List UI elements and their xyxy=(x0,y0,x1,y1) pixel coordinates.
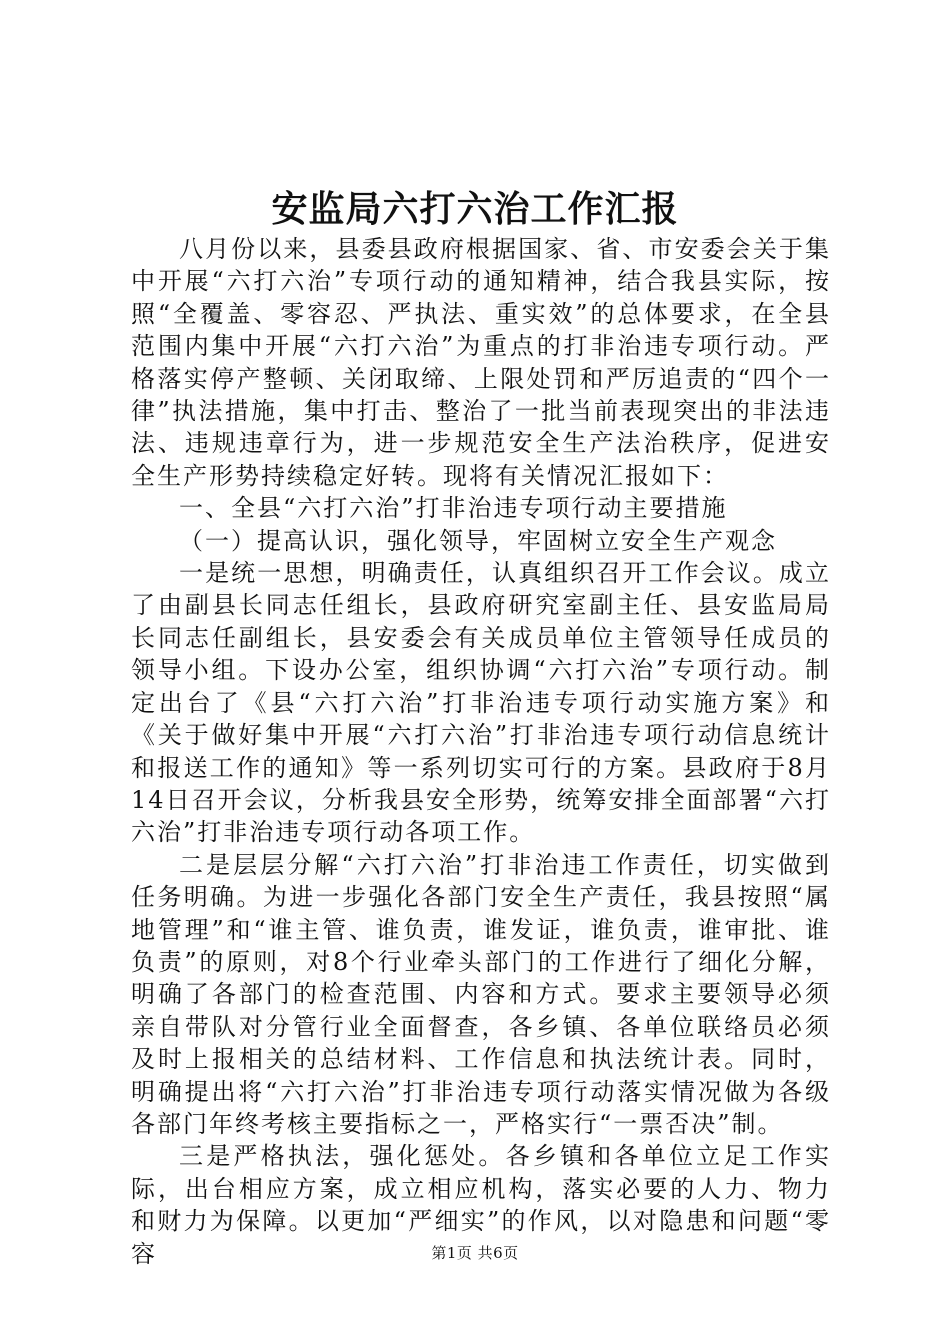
paragraph-point-3: 三是严格执法，强化惩处。各乡镇和各单位立足工作实际，出台相应方案，成立相应机构，落实必要的人力、物力和财力为保障。以更加“严细实”的作风，以对隐患和问题“零容 xyxy=(131,1142,831,1268)
paragraph-point-2: 二是层层分解“六打六治”打非治违工作责任，切实做到任务明确。为进一步强化各部门安全生产责任，我县按照“属地管理”和“谁主管、谁负责，谁发证，谁负责，谁审批、谁负责”的原则，对8个行业牵头部门的工作进行了细化分解，明确了各部门的检查范围、内容和方式。要求主要领导必须亲自带队对分管行业全面督查，各乡镇、各单位联络员必须及时上报相关的总结材料、工作信息和执法统计表。同时，明确提出将“六打六治”打非治违专项行动落实情况做为各级各部门年终考核主要指标之一，严格实行“一票否决”制。 xyxy=(131,850,831,1138)
paragraph-intro: 八月份以来，县委县政府根据国家、省、市安委会关于集中开展“六打六治”专项行动的通知精神，结合我县实际，按照“全覆盖、零容忍、严执法、重实效”的总体要求，在全县范围内集中开展“六打六治”为重点的打非治违专项行动。严格落实停产整顿、关闭取缔、上限处罚和严厉追责的“四个一律”执法措施，集中打击、整治了一批当前表现突出的非法违法、违规违章行为，进一步规范安全生产法治秩序，促进安全生产形势持续稳定好转。现将有关情况汇报如下： xyxy=(131,235,831,490)
subsection-heading-1: （一）提高认识，强化领导，牢固树立安全生产观念 xyxy=(179,526,777,555)
document-body xyxy=(131,233,831,1270)
document-title: 安监局六打六治工作汇报 xyxy=(271,188,679,230)
page-number-footer: 第1页 共6页 xyxy=(431,1244,519,1262)
section-heading-1: 一、全县“六打六治”打非治违专项行动主要措施 xyxy=(179,494,728,523)
paragraph-point-1: 一是统一思想，明确责任，认真组织召开工作会议。成立了由副县长同志任组长，县政府研究室副主任、县安监局局长同志任副组长，县安委会有关成员单位主管领导任成员的领导小组。下设办公室，组织协调“六打六治”专项行动。制定出台了《县“六打六治”打非治违专项行动实施方案》和《关于做好集中开展“六打六治”打非治违专项行动信息统计和报送工作的通知》等一系列切实可行的方案。县政府于8月14日召开会议，分析我县安全形势，统筹安排全面部署“六打六治”打非治违专项行动各项工作。 xyxy=(131,559,831,847)
